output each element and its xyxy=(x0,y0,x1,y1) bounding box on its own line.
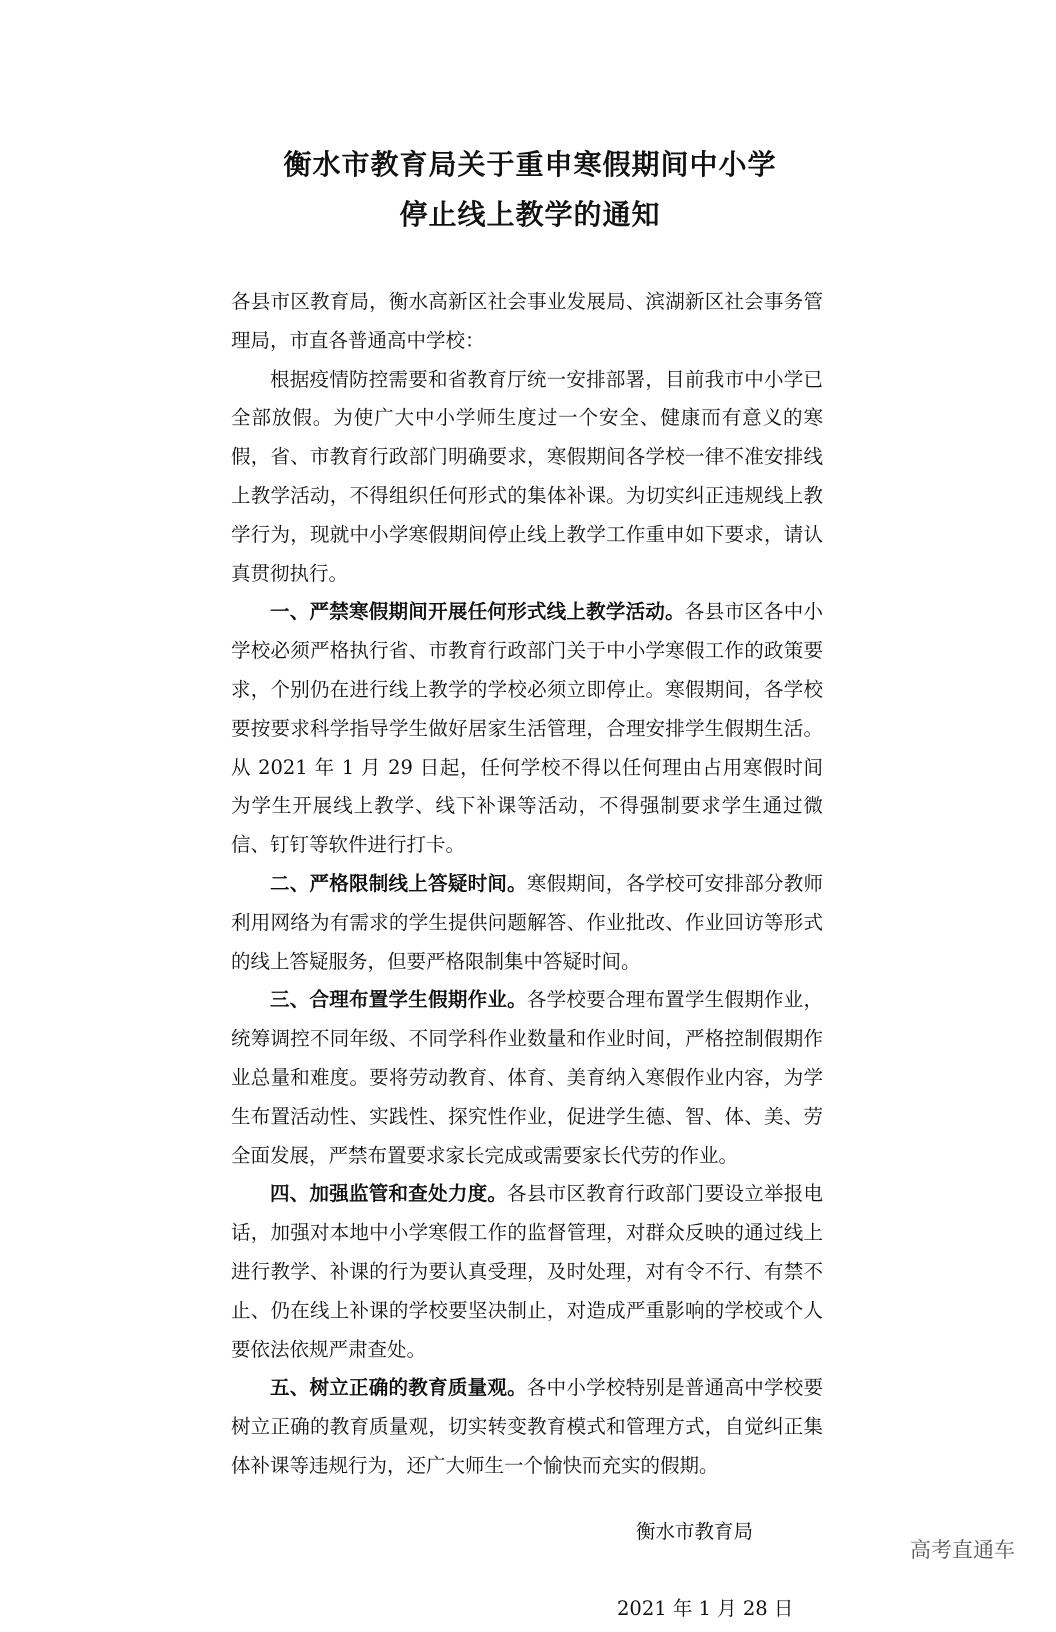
item-text-4: 各县市区教育行政部门要设立举报电话，加强对本地中小学寒假工作的监督管理，对群众反映的通过线上进行教学、补课的行为要认真受理，及时处理，对有令不行、有禁不止、仍在线上补课的学校要坚决制止，对造成严重影响的学校或个人要依法依规严肃查处。 xyxy=(231,1182,823,1361)
item-heading-4: 四、加强监管和查处力度。 xyxy=(270,1182,508,1206)
signature-date: 2021 年 1 月 28 日 xyxy=(617,1597,794,1620)
document-title-line-1: 衡水市教育局关于重申寒假期间中小学 xyxy=(283,148,777,181)
item-heading-3: 三、合理布置学生假期作业。 xyxy=(270,988,527,1012)
intro-paragraph: 根据疫情防控需要和省教育厅统一安排部署，目前我市中小学已全部放假。为使广大中小学师生度过一个安全、健康而有意义的寒假，省、市教育行政部门明确要求，寒假期间各学校一律不准安排线上教学活动，不得组织任何形式的集体补课。为切实纠正违规线上教学行为，现就中小学寒假期间停止线上教学工作重申如下要求，请认真贯彻执行。 xyxy=(231,367,823,585)
item-text-3: 各学校要合理布置学生假期作业，统筹调控不同年级、不同学科作业数量和作业时间，严格控制假期作业总量和难度。要将劳动教育、体育、美育纳入寒假作业内容，为学生布置活动性、实践性、探究性作业，促进学生德、智、体、美、劳全面发展，严禁布置要求家长完成或需要家长代劳的作业。 xyxy=(231,988,823,1167)
document-body xyxy=(231,283,823,1486)
item-heading-5: 五、树立正确的教育质量观。 xyxy=(270,1376,527,1400)
item-paragraph-2 xyxy=(231,865,823,981)
item-paragraph-3 xyxy=(231,981,823,1175)
item-text-5: 各中小学校特别是普通高中学校要树立正确的教育质量观，切实转变教育模式和管理方式，自觉纠正集体补课等违规行为，还广大师生一个愉快而充实的假期。 xyxy=(231,1376,823,1477)
watermark-text: 高考直通车 xyxy=(910,1538,1015,1562)
item-paragraph-1 xyxy=(231,593,823,865)
item-paragraph-4 xyxy=(231,1175,823,1369)
item-text-2: 寒假期间，各学校可安排部分教师利用网络为有需求的学生提供问题解答、作业批改、作业回访等形式的线上答疑服务，但要严格限制集中答疑时间。 xyxy=(231,871,823,973)
signature-organization: 衡水市教育局 xyxy=(636,1520,754,1543)
item-heading-1: 一、严禁寒假期间开展任何形式线上教学活动。 xyxy=(270,600,685,624)
item-paragraph-5 xyxy=(231,1369,823,1485)
item-heading-2: 二、严格限制线上答疑时间。 xyxy=(270,871,527,895)
item-text-1: 各县市区各中小学校必须严格执行省、市教育行政部门关于中小学寒假工作的政策要求，个别仍在进行线上教学的学校必须立即停止。寒假期间，各学校要按要求科学指导学生做好居家生活管理，合理安排学生假期生活。从 2021 年 1 月 29 日起，任何学校不得以任何理由占用寒假时间为学生开展线上教学、线下补课等活动，不得强制要求学生通过微信、钉钉等软件进行打卡。 xyxy=(231,600,823,857)
document-title-line-2: 停止线上教学的通知 xyxy=(399,198,661,231)
salutation: 各县市区教育局，衡水高新区社会事业发展局、滨湖新区社会事务管理局，市直各普通高中学校： xyxy=(231,290,823,352)
